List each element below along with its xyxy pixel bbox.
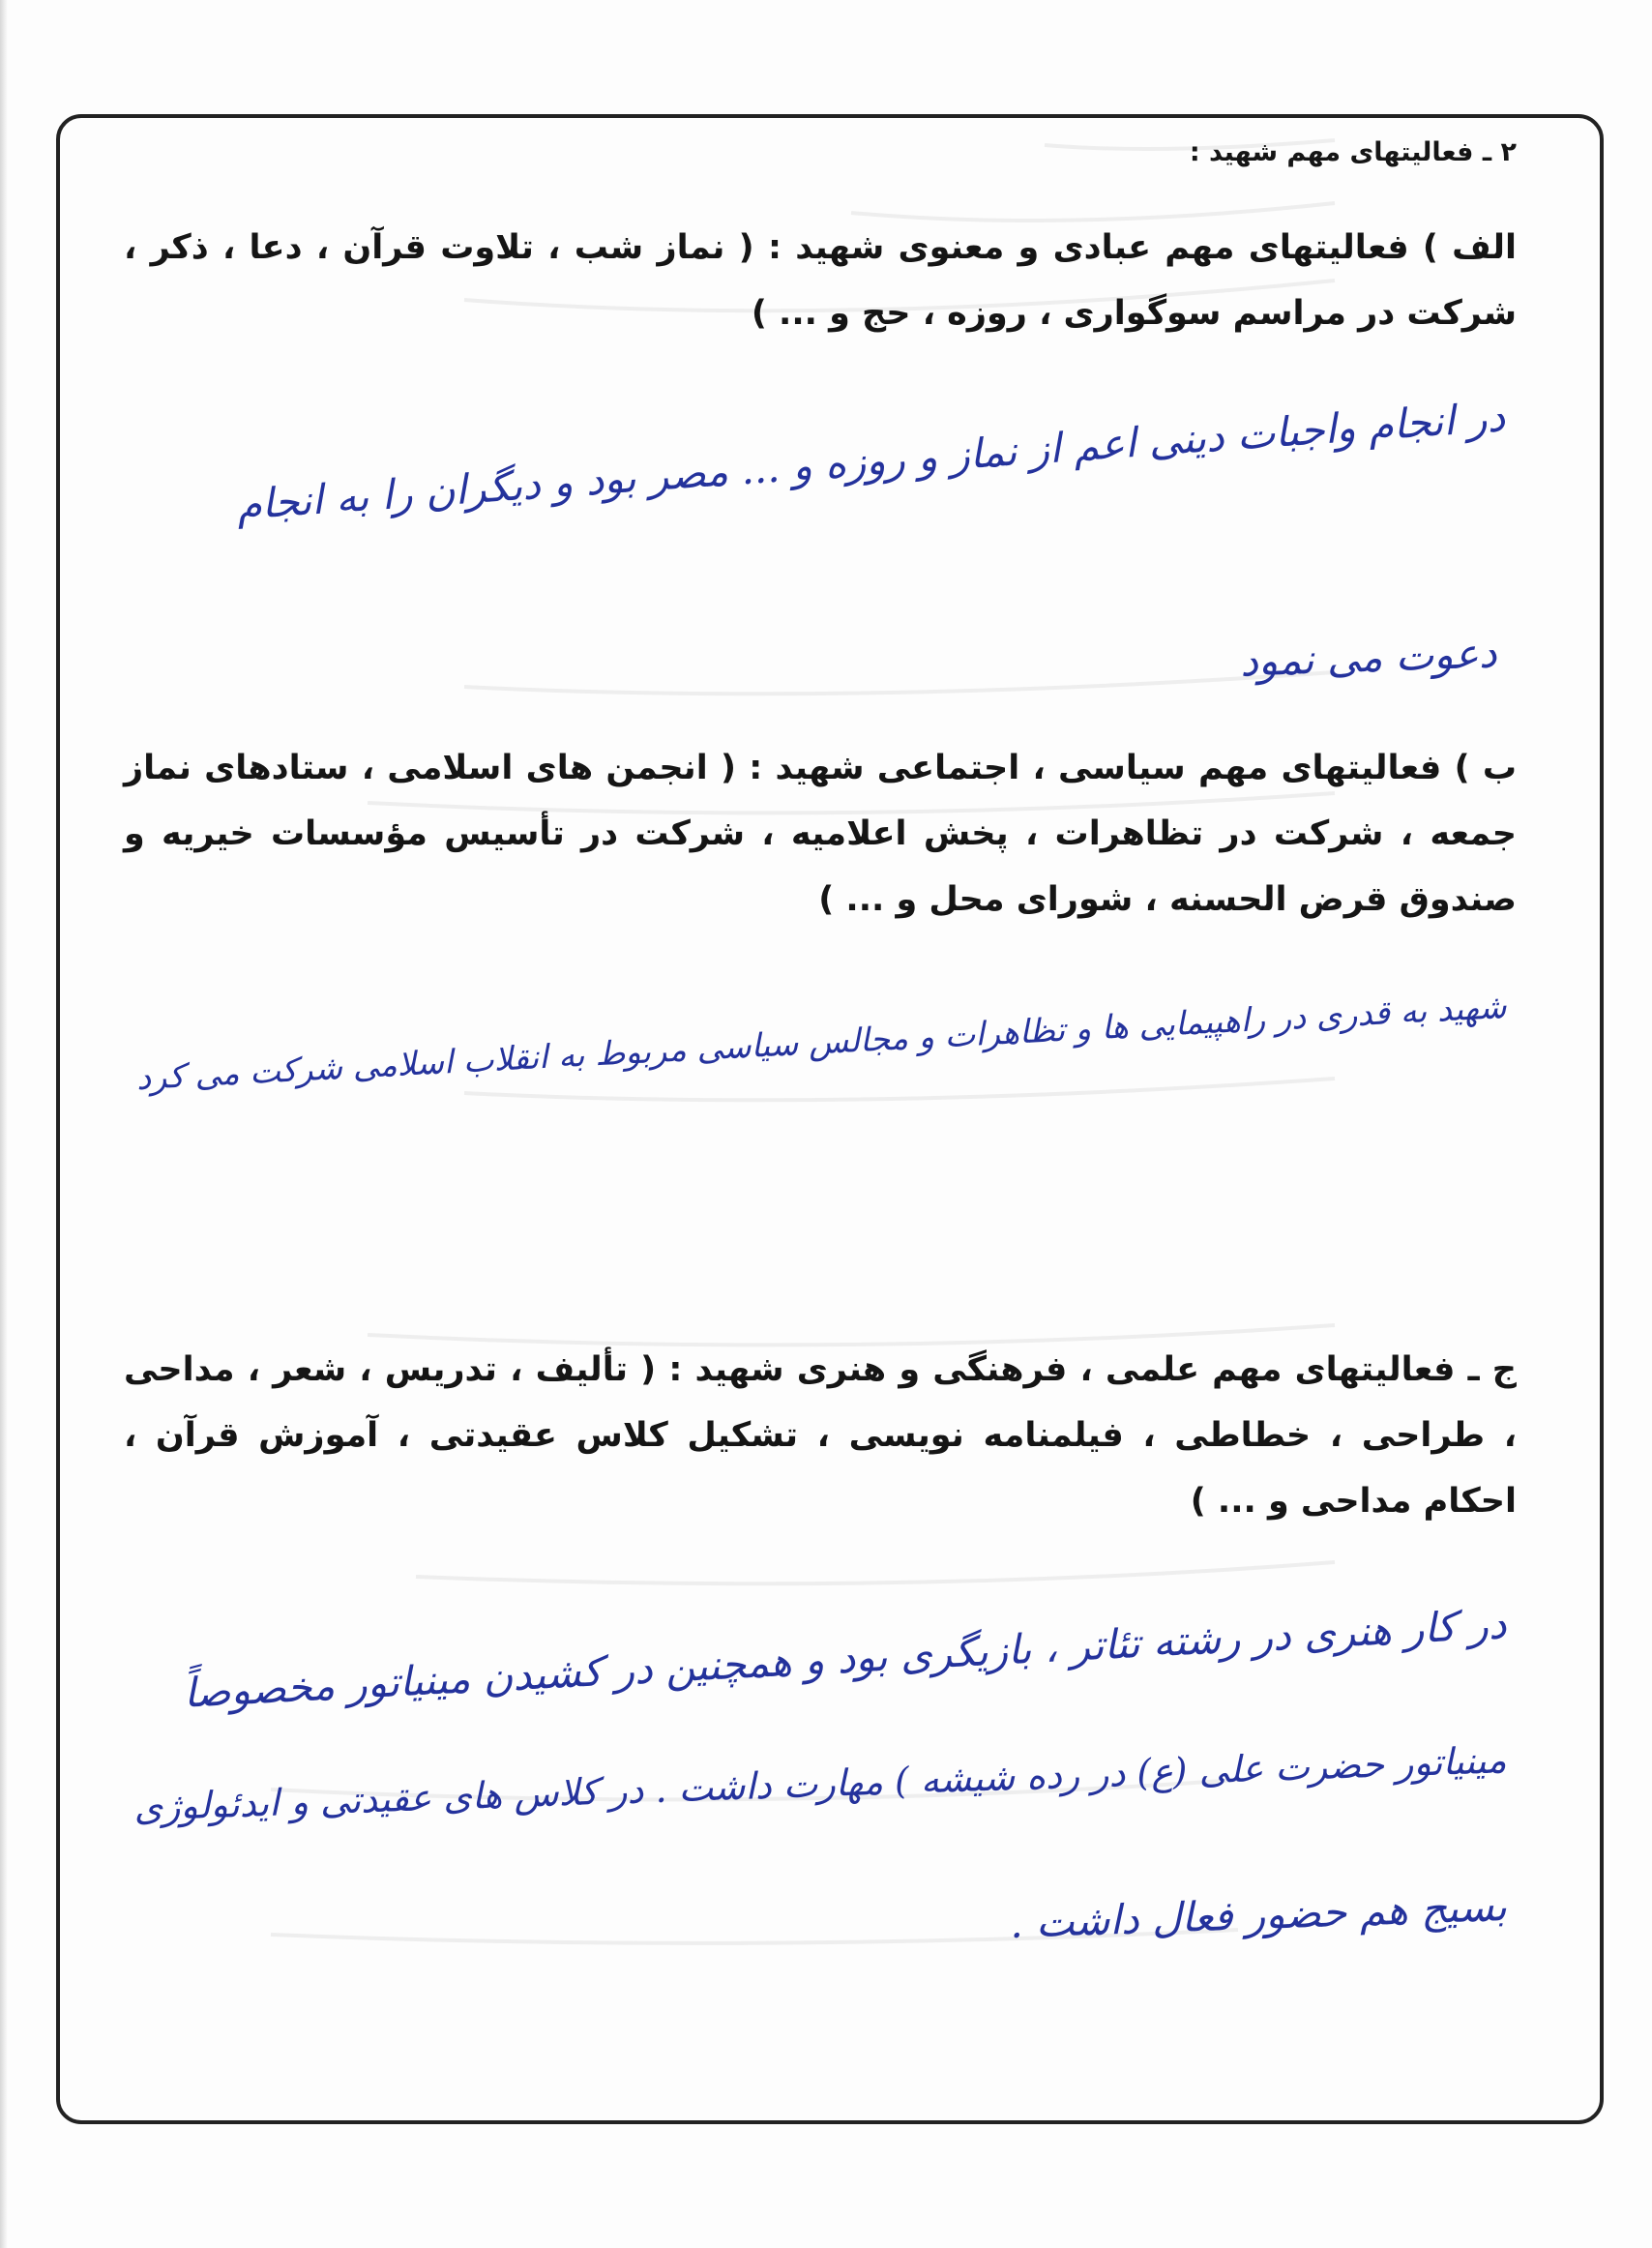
section-c-handwritten-line-1: در کار هنری در رشته تئاتر ، بازیگری بود و همچنین در کشیدن مینیاتور مخصوصاً (182, 1600, 1508, 1717)
section-c-printed-text: ج ـ فعالیتهای مهم علمی ، فرهنگی و هنری شهید : ( تألیف ، تدریس ، شعر ، مداحی ، طراحی ، خطاطی ، فیلمنامه نویسی ، تشکیل کلاس عقیدتی ، آموزش قرآن ، احکام مداحی و ... ) (124, 1350, 1517, 1521)
section-c-handwritten-line-2: مینیاتور حضرت علی (ع) در رده شیشه ) مهارت داشت . در کلاس های عقیدتی و ایدئولوژی (133, 1738, 1508, 1829)
scan-edge-shadow (0, 0, 8, 2248)
section-a-handwritten-line-2: دعوت می نمود (1239, 629, 1498, 686)
section-a-printed-text: الف ) فعالیتهای مهم عبادی و معنوی شهید : ( نماز شب ، تلاوت قرآن ، دعا ، ذکر ، شرکت در مراسم سوگواری ، روزه ، حج و ... ) (124, 228, 1517, 333)
section-b-printed-text: ب ) فعالیتهای مهم سیاسی ، اجتماعی شهید : ( انجمن های اسلامی ، ستادهای نماز جمعه ، شرکت در تظاهرات ، پخش اعلامیه ، شرکت در تأسیس مؤسسات خیریه و صندوق قرض الحسنه ، شورای محل و ... ) (124, 749, 1517, 919)
section-b-handwritten-line-1: شهید به قدری در راهپیمایی ها و تظاهرات و مجالس سیاسی مربوط به انقلاب اسلامی شرکت می کرد (134, 987, 1508, 1098)
section-c-handwritten-line-3: بسیج هم حضور فعال داشت . (1009, 1882, 1508, 1947)
page-heading: ۲ ـ فعالیتهای مهم شهید : (1189, 137, 1517, 167)
section-a-handwritten-line-1: در انجام واجبات دینی اعم از نماز و روزه و ... مصر بود و دیگران را به انجام (235, 393, 1508, 529)
